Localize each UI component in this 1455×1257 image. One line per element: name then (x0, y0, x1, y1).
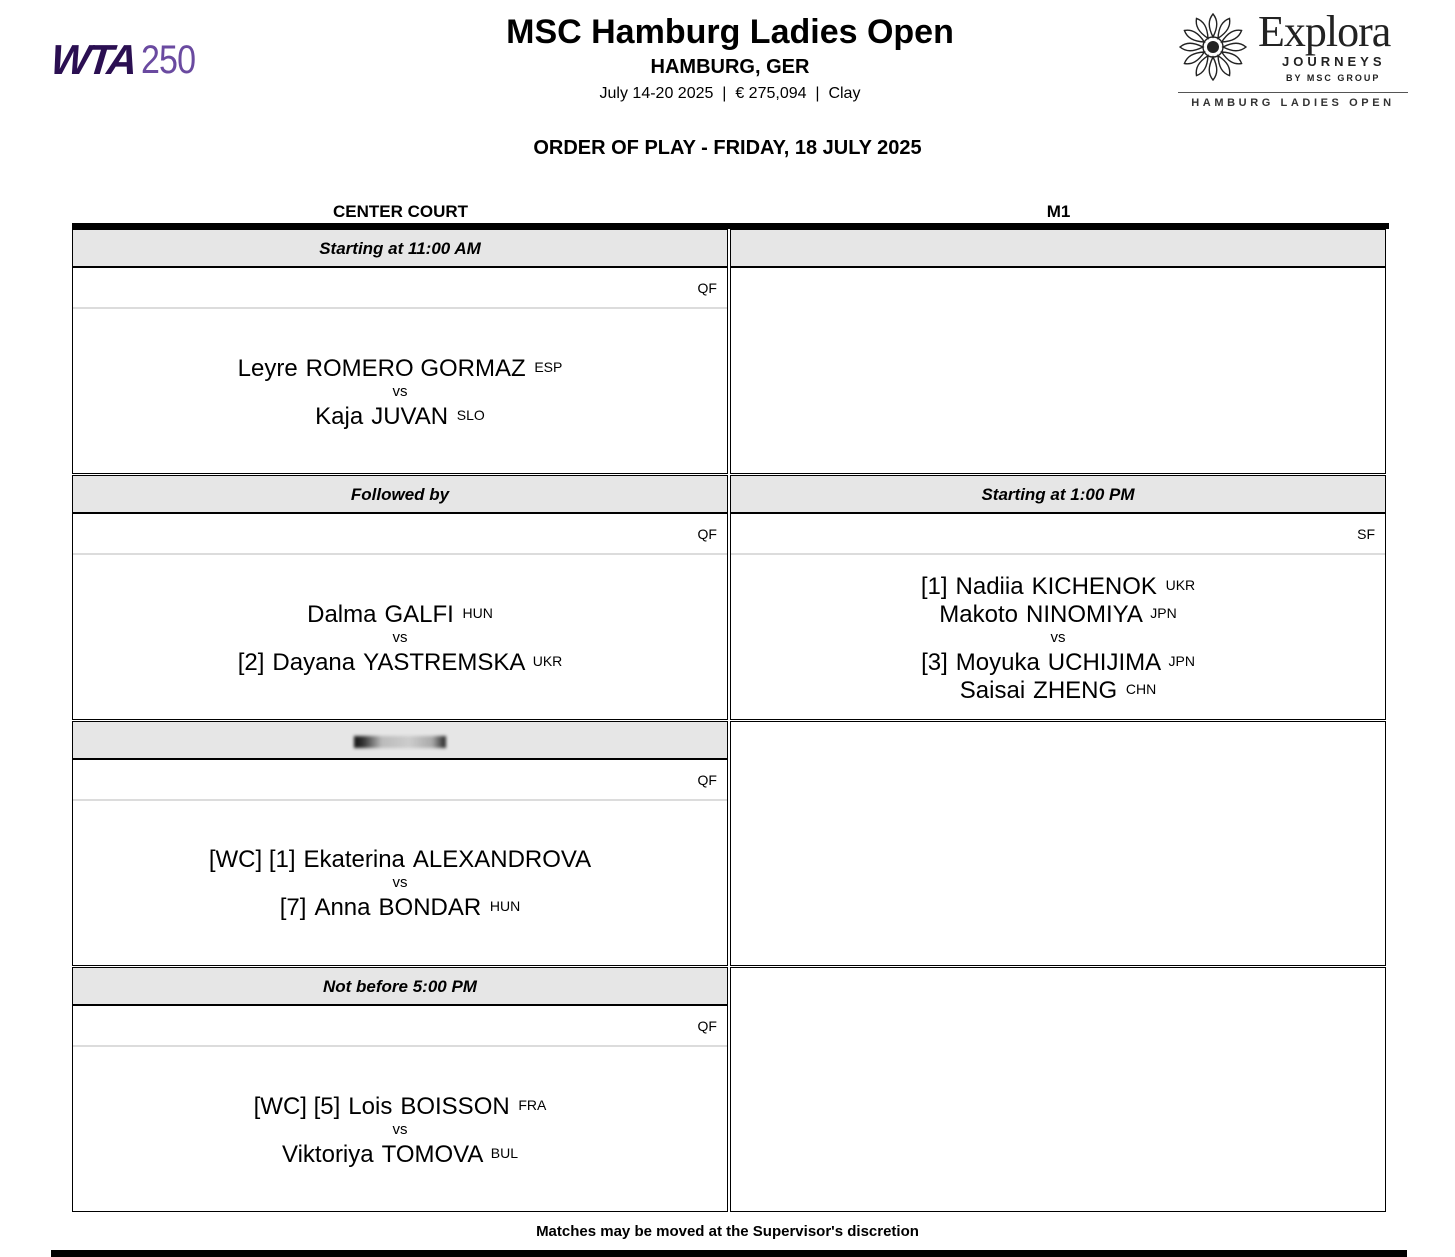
vs-label: vs (1050, 629, 1066, 646)
court-column-center (72, 229, 729, 1212)
slot-time: Followed by (73, 476, 727, 514)
match-slot-empty (730, 721, 1386, 966)
player-entry: [2] Dayana YASTREMSKA UKR (237, 649, 563, 676)
court-column-m1 (730, 229, 1387, 1212)
sponsor-brand: Explora (1258, 7, 1391, 56)
wta-250-logo (48, 36, 204, 83)
obscured-label (354, 736, 446, 748)
player-entry: [WC] [5] Lois BOISSON FRA (253, 1093, 547, 1120)
slot-round: QF (73, 1006, 727, 1047)
match-slot (72, 967, 728, 1212)
vs-label: vs (392, 874, 408, 891)
player-entry: [1] Nadiia KICHENOK UKR (920, 573, 1196, 600)
vs-label: vs (392, 629, 408, 646)
player-entry: Leyre ROMERO GORMAZ ESP (237, 355, 563, 382)
match-players (73, 555, 727, 721)
footer-divider-bar (51, 1250, 1407, 1257)
player-entry: Kaja JUVAN SLO (315, 403, 485, 430)
match-slot (72, 475, 728, 720)
slot-time: Not before 5:00 PM (73, 968, 727, 1006)
match-players (73, 801, 727, 967)
player-entry: Makoto NINOMIYA JPN (939, 601, 1177, 628)
slot-time (731, 230, 1385, 268)
player-entry: [7] Anna BONDAR HUN (279, 894, 521, 921)
sponsor-journeys: JOURNEYS (1282, 54, 1386, 69)
player-entry: Saisai ZHENG CHN (959, 677, 1157, 704)
order-of-play-grid (72, 229, 1389, 1212)
slot-time: Starting at 1:00 PM (731, 476, 1385, 514)
order-of-play-title: ORDER OF PLAY - FRIDAY, 18 JULY 2025 (533, 137, 922, 159)
slot-round: QF (73, 514, 727, 555)
msc-flower-icon (1178, 12, 1248, 82)
match-slot-empty (730, 967, 1386, 1212)
tournament-info: July 14-20 2025 | € 275,094 | Clay (599, 85, 861, 102)
player-entry: [3] Moyuka UCHIJIMA JPN (921, 649, 1195, 676)
sponsor-logo (1178, 8, 1408, 113)
court-header-m1: M1 (1046, 202, 1071, 221)
court-header-center: CENTER COURT (332, 202, 469, 221)
vs-label: vs (392, 1121, 408, 1138)
slot-time: Starting at 11:00 AM (73, 230, 727, 268)
slot-time-obscured (73, 722, 727, 760)
wta-logo-word: WTA (48, 36, 138, 83)
sponsor-event: HAMBURG LADIES OPEN (1191, 97, 1395, 109)
footer-note: Matches may be moved at the Supervisor's discretion (536, 1223, 919, 1240)
match-players (731, 555, 1385, 721)
slot-round: QF (73, 268, 727, 309)
player-entry: [WC] [1] Ekaterina ALEXANDROVA (208, 846, 592, 873)
slot-round: QF (73, 760, 727, 801)
match-slot-empty (730, 229, 1386, 474)
tournament-header (430, 12, 1030, 104)
match-slot (72, 229, 728, 474)
sponsor-by-msc: BY MSC GROUP (1286, 73, 1381, 83)
match-players (73, 309, 727, 475)
match-players (73, 1047, 727, 1213)
player-entry: Dalma GALFI HUN (307, 601, 493, 628)
wta-logo-number: 250 (140, 37, 195, 82)
match-slot (72, 721, 728, 966)
sponsor-divider (1178, 92, 1408, 93)
tournament-city: HAMBURG, GER (650, 56, 810, 78)
tournament-title: MSC Hamburg Ladies Open (506, 13, 954, 51)
player-entry: Viktoriya TOMOVA BUL (282, 1141, 518, 1168)
vs-label: vs (392, 383, 408, 400)
slot-round: SF (731, 514, 1385, 555)
match-slot (730, 475, 1386, 720)
